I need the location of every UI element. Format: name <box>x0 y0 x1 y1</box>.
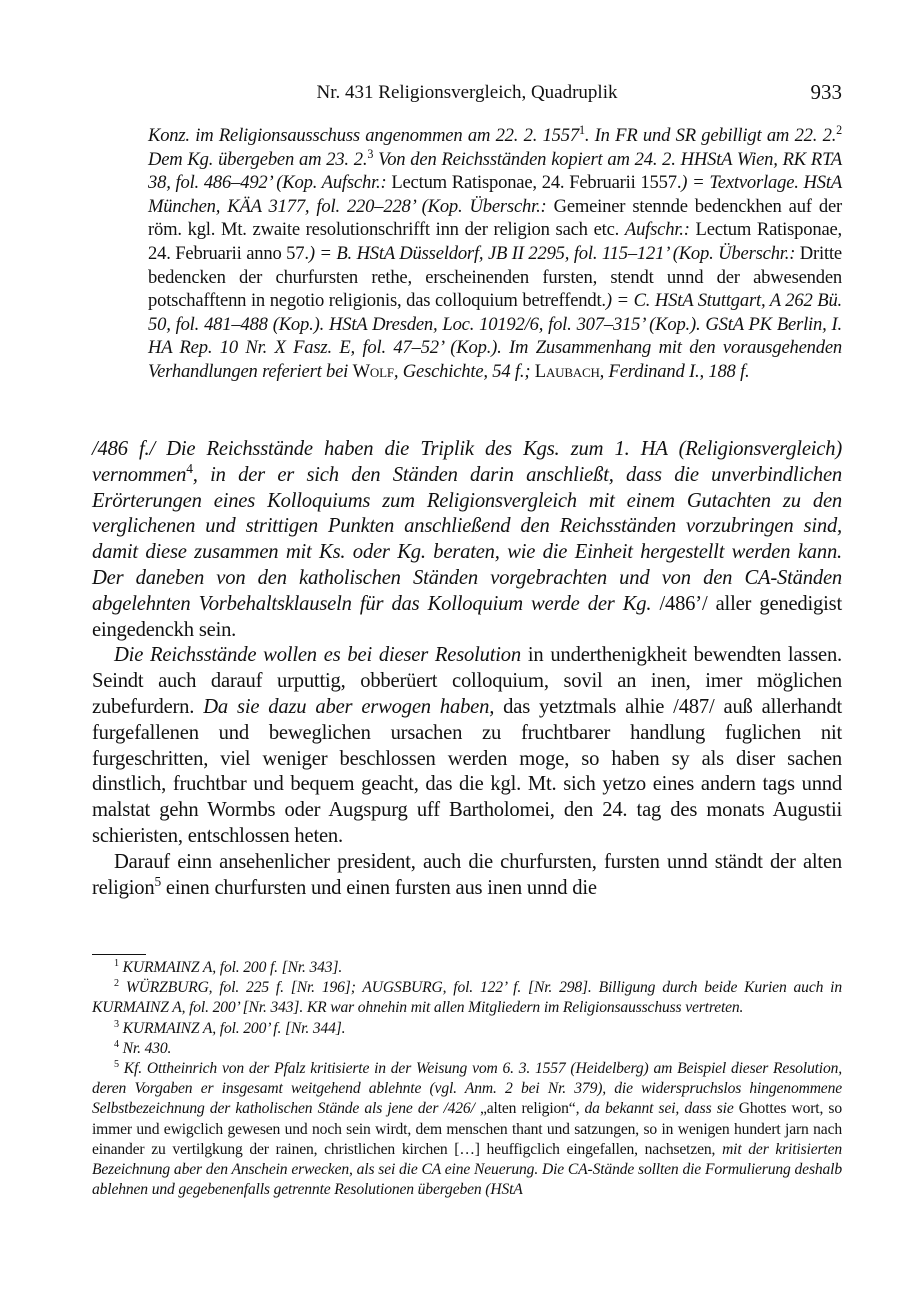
text-segment: , da bekannt sei, dass sie <box>575 1100 734 1118</box>
text-segment: Wolf <box>352 360 394 382</box>
footnote-ref: 3 <box>367 146 374 161</box>
footnote-ref: 2 <box>836 122 843 137</box>
text-segment: Da sie dazu aber erwogen haben, <box>203 695 495 718</box>
text-segment: , Ferdinand I., 188 f. <box>599 360 750 382</box>
text-segment: Darauf einn ansehenlicher president, auch die churfursten, fursten unnd ständt der alten religion <box>92 850 842 899</box>
text-segment: ) = Textvorlage. HStA München, KÄA 3177, fol. 220–228’ (Kop. Überschr.: <box>148 172 842 217</box>
text-segment: in underthenigkheit bewendten lassen. Seindt auch darauf urputtig, obberüert colloquium, sovil an inen, imer möglichen zubefurdern. <box>92 644 843 718</box>
text-segment: Die Reichsstände wollen es bei dieser Resolution <box>114 644 521 667</box>
text-segment: /486’/ aller genedigist eingedenckh sein. <box>92 592 842 641</box>
footnote-ref: 4 <box>114 1038 119 1050</box>
text-segment: „alten religion“ <box>479 1100 576 1118</box>
text-segment: Nr. 430. <box>118 1039 172 1057</box>
text-segment: KURMAINZ A, fol. 200 f. [Nr. 343]. <box>118 959 343 976</box>
text-segment: /486 f./ Die Reichsstände haben die Triplik des Kgs. zum 1. HA (Religionsvergleich) vernommen <box>92 438 842 486</box>
text-segment: ) = C. HStA Stuttgart, A 262 Bü. 50, fol. 481–488 (Kop.). HStA Dresden, Loc. 10192/6, fol. 307–315’ (Kop.). GStA PK Berlin, I. HA Rep. 10 Nr. X Fasz. E, fol. 47–52’ (Kop.). Im Zusammenhang mit den vorausgehenden Verhandlungen referiert bei <box>148 290 842 382</box>
text-segment: Von den Reichsständen kopiert am 24. 2. HHStA Wien, RK RTA 38, fol. 486–492’ (Kop. Aufschr.: <box>148 148 842 194</box>
source-note <box>148 124 842 384</box>
footnote-ref: 5 <box>154 873 161 889</box>
paragraph <box>92 643 842 849</box>
text-segment: Lectum Ratisponae, 24. Februarii anno 57. <box>148 219 842 264</box>
text-segment: ) = B. HStA Düsseldorf, JB II 2295, fol. 115–121’ (Kop. Überschr.: <box>308 242 796 264</box>
footnote <box>92 1019 842 1039</box>
text-segment: WÜRZBURG, fol. 225 f. [Nr. 196]; AUGSBURG, fol. 122’ f. [Nr. 298]. Billigung durch beide Kurien auch in KURMAINZ A, fol. 200’ [Nr. 343]. KR war ohnehin mit allen Mitgliedern im Religionsausschuss vertreten. <box>92 979 842 1017</box>
text-segment: Kf. Ottheinrich von der Pfalz kritisierte in der Weisung vom 6. 3. 1557 (Heidelberg) am Beispiel dieser Resolution, deren Vorgaben er insgesamt weitgehend ablehnte (vgl. Anm. 2 bei Nr. 379), die widerspruchslos hingenommene Selbstbezeichnung der katholischen Stände als jene der /426/ <box>92 1060 842 1118</box>
text-segment: Lectum Ratisponae, 24. Februarii 1557. <box>386 172 682 194</box>
footnote-rule <box>92 954 146 955</box>
footnote <box>92 958 842 978</box>
text-segment: mit der kritisierten Bezeichnung aber den Anschein erwecken, als sei die CA eine Neuerung. Die CA-Stände sollten die Formulierung deshalb ablehnen und gegebenenfalls getrennte Resolutionen übergeben (HStA <box>92 1140 842 1199</box>
paragraph <box>92 437 842 643</box>
text-segment: , Geschichte, 54 f.; <box>393 360 535 382</box>
footnote-ref: 4 <box>186 460 193 476</box>
text-segment: Ghottes wort, so immer und ewigclich gewesen und noch sein wirdt, dem menschen thant und satzungen, so in wenigen hundert jarn nach einander zu vertilgkung der rainen, christlichen kirchen […] heuffigclich eingefallen, nachsetzen, <box>92 1100 842 1158</box>
footnote <box>92 1039 842 1059</box>
text-segment: Konz. im Religionsausschuss angenommen am 22. 2. 1557 <box>148 125 579 146</box>
text-segment: einen churfursten und einen fursten aus inen unnd die <box>160 876 597 899</box>
text-segment: das yetztmals alhie /487/ auß allerhandt furgefallenen und beweglichen ursachen zu fruchtbarer handlung fuglichen nit furgeschritten, viel weniger beschlossen werden moge, so haben sy als diser sachen dinstlich, fruchtbar und bequem geacht, das die kgl. Mt. sich yetzo eines andern tags unnd malstat gehn Wormbs oder Augspurg uff Bartholomei, den 24. tag des monats Augustii schieristen, entschlossen heten. <box>92 695 842 847</box>
running-title: Nr. 431 Religionsvergleich, Quadruplik <box>316 82 618 103</box>
text-segment: , in der er sich den Ständen darin anschließt, dass die unverbindlichen Erörterungen eines Kolloquiums zum Religionsvergleich mit einem Gutachten zu den verglichenen und strittigen Punkten anschließend den Reichsständen vorzubringen sind, damit diese zusammen mit Ks. oder Kg. beraten, wie die Einheit hergestellt werden kann. Der daneben von den katholischen Ständen vorgebrachten und von den CA-Ständen abgelehnten Vorbehaltsklauseln für das Kolloquium werde der Kg. <box>92 463 842 615</box>
paragraph <box>92 850 842 902</box>
footnote-ref: 5 <box>114 1058 119 1070</box>
footnote-ref: 3 <box>114 1018 119 1030</box>
footnote-ref: 1 <box>578 122 585 137</box>
text-segment: Gemeiner stennde bedenckhen auf der röm. kgl. Mt. zwaite resolutionschrifft inn der religion sach etc. <box>148 195 842 241</box>
page-number: 933 <box>810 80 842 104</box>
footnote-ref: 2 <box>114 978 119 990</box>
footnote-ref: 1 <box>114 957 119 969</box>
text-segment: KURMAINZ A, fol. 200’ f. [Nr. 344]. <box>118 1019 346 1037</box>
main-text <box>92 437 842 901</box>
running-header <box>92 80 842 108</box>
text-segment: Dem Kg. übergeben am 23. 2. <box>148 148 368 170</box>
footnotes <box>92 958 842 1200</box>
text-segment: Aufschr.: <box>624 219 690 241</box>
footnote <box>92 978 842 1018</box>
text-segment: . In FR und SR gebilligt am 22. 2. <box>584 125 837 146</box>
footnote <box>92 1059 842 1200</box>
text-segment: Laubach <box>534 360 600 382</box>
text-segment: Dritte bedencken der churfursten rethe, erscheinenden fursten, stendt unnd der abwesenden potschafftenn in negotio religionis, das colloquium betreffendt. <box>148 242 842 312</box>
